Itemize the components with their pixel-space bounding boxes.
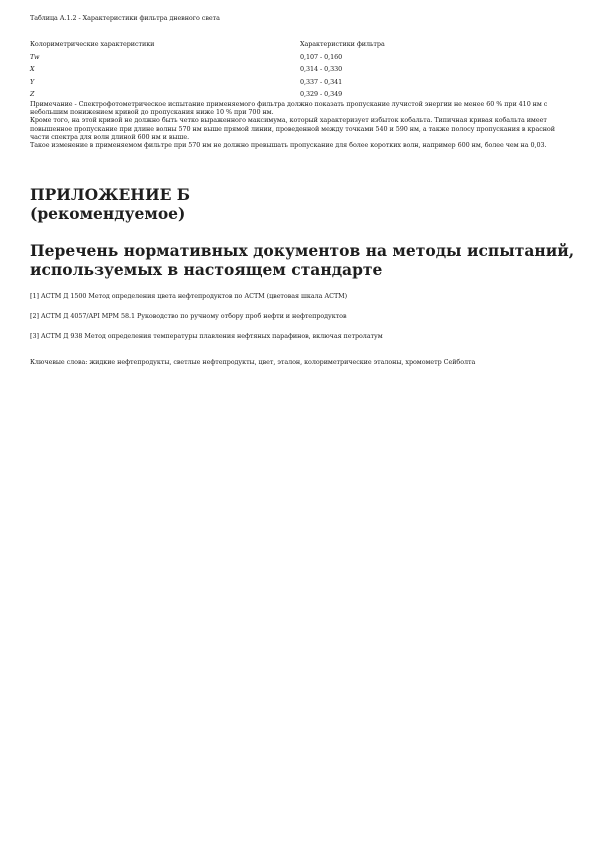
table-cell-name: X [30, 65, 35, 74]
table-title: Таблица А.1.2 - Характеристики фильтра дневного света [30, 14, 220, 22]
note-paragraph: Кроме того, на этой кривой не должно быть четко выраженного максимума, который характеризует избыток кобальта. Типичная кривая кобальта имеет повышенное пропускание при длине волны 570 нм выше прямой линии, проведенной между точками 540 и 590 нм, а также полосу пропускания в красной части спектра для волн длиной 600 нм и выше. [30, 116, 555, 141]
appendix-title: ПРИЛОЖЕНИЕ Б [30, 185, 191, 204]
appendix-status: (рекомендуемое) [30, 204, 186, 223]
list-title-line: используемых в настоящем стандарте [30, 260, 383, 279]
reference-list [30, 292, 570, 351]
documents-list-heading [30, 241, 575, 279]
table-cell-name: Z [30, 90, 35, 99]
table-cell-value: 0,107 - 0,160 [300, 52, 343, 61]
reference-item: [3] АСТМ Д 938 Метод определения температуры плавления нефтяных парафинов, включая петролатум [30, 331, 383, 340]
reference-item: [1] АСТМ Д 1500 Метод определения цвета нефтепродуктов по АСТМ (цветовая шкала АСТМ) [30, 292, 348, 300]
table-cell-value: 0,314 - 0,330 [300, 65, 343, 74]
table-header-row [30, 40, 550, 53]
note-paragraph: Такое изменение в применяемом фильтре при 570 нм не должно превышать пропускание для более коротких волн, например 600 нм, более чем на 0,03. [30, 141, 547, 150]
table-header-colorimetric: Колориметрические характеристики [30, 40, 155, 48]
table-cell-name: Y [30, 77, 35, 86]
table-cell-name: Tw [30, 52, 40, 61]
table-cell-value: 0,337 - 0,341 [300, 77, 343, 86]
keywords-line: Ключевые слова: жидкие нефтепродукты, светлые нефтепродукты, цвет, эталон, колориметрические эталоны, хромометр Сейболта [30, 358, 476, 366]
appendix-heading [30, 185, 570, 223]
table-row [30, 53, 550, 66]
note-paragraph: Примечание - Спектрофотометрическое испытание применяемого фильтра должно показать пропускание лучистой энергии не менее 60 % при 410 нм с небольшим понижением кривой до пропускания ниже 10 % при 700 нм. [30, 100, 548, 117]
table-row [30, 65, 550, 78]
table-row [30, 78, 550, 91]
list-title-line: Перечень нормативных документов на методы испытаний, [30, 241, 575, 260]
reference-item: [2] АСТМ Д 4057/API МРМ 58.1 Руководство по ручному отбору проб нефти и нефтепродуктов [30, 311, 347, 320]
table-cell-value: 0,329 - 0,349 [300, 90, 343, 99]
table-notes [30, 100, 555, 149]
table-header-filter: Характеристики фильтра [300, 40, 385, 48]
filter-characteristics-table [30, 40, 550, 103]
